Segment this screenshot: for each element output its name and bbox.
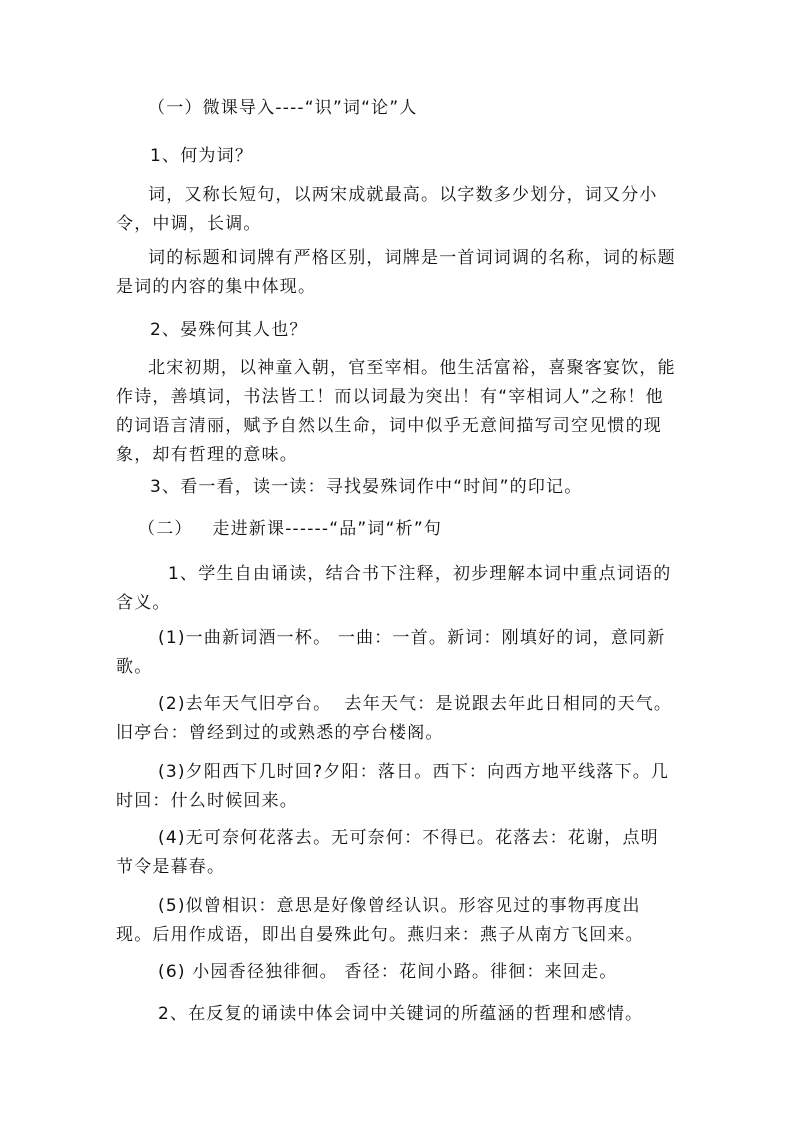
section2-heading: （二） 走进新课------“品”词“析”句 (138, 519, 443, 539)
q3-title: 3、看一看，读一读：寻找晏殊词作中“时间”的印记。 (150, 477, 583, 497)
section1-heading: （一）微课导入----“识”词“论”人 (148, 98, 418, 118)
q1-paragraph-2: 词的标题和词牌有严格区别，词牌是一首词词调的名称，词的标题是词的内容的集中体现。 (116, 248, 676, 297)
q1-paragraph-1: 词，又称长短句，以两宋成就最高。以字数多少划分，词又分小令，中调，长调。 (116, 185, 658, 234)
q2-title: 2、晏殊何其人也？ (150, 320, 308, 340)
note-5: (5)似曾相识：意思是好像曾经认识。形容见过的事物再度出现。后用作成语，即出自晏殊此句。燕归来：燕子从南方飞回来。 (116, 896, 644, 945)
q1-title: 1、何为词？ (150, 146, 254, 166)
q2-paragraph: 北宋初期，以神童入朝，官至宰相。他生活富裕，喜聚客宴饮，能作诗，善填词，书法皆工！而以词最为突出！有“宰相词人”之称！他的词语言清丽，赋予自然以生命，词中似乎无意间描写司空见惯的现象，却有哲理的意味。 (116, 358, 676, 465)
note-4: (4)无可奈何花落去。无可奈何：不得已。花落去：花谢，点明节令是暮春。 (116, 828, 659, 877)
s2-item-1: 1、学生自由诵读，结合书下注释，初步理解本词中重点词语的含义。 (116, 564, 672, 613)
note-3: (3)夕阳西下几时回?夕阳：落日。西下：向西方地平线落下。几时回：什么时候回来。 (116, 762, 670, 811)
note-1: (1)一曲新词酒一杯。 一曲：一首。新词：刚填好的词，意同新歌。 (116, 628, 666, 677)
s2-item-2: 2、在反复的诵读中体会词中关键词的所蕴涵的哲理和感情。 (158, 1004, 644, 1024)
note-6: (6) 小园香径独徘徊。 香径：花间小路。徘徊：来回走。 (158, 962, 618, 982)
note-2: (2)去年天气旧亭台。 去年天气：是说跟去年此日相同的天气。旧亭台：曾经到过的或熟悉的亭台楼阁。 (116, 694, 673, 743)
